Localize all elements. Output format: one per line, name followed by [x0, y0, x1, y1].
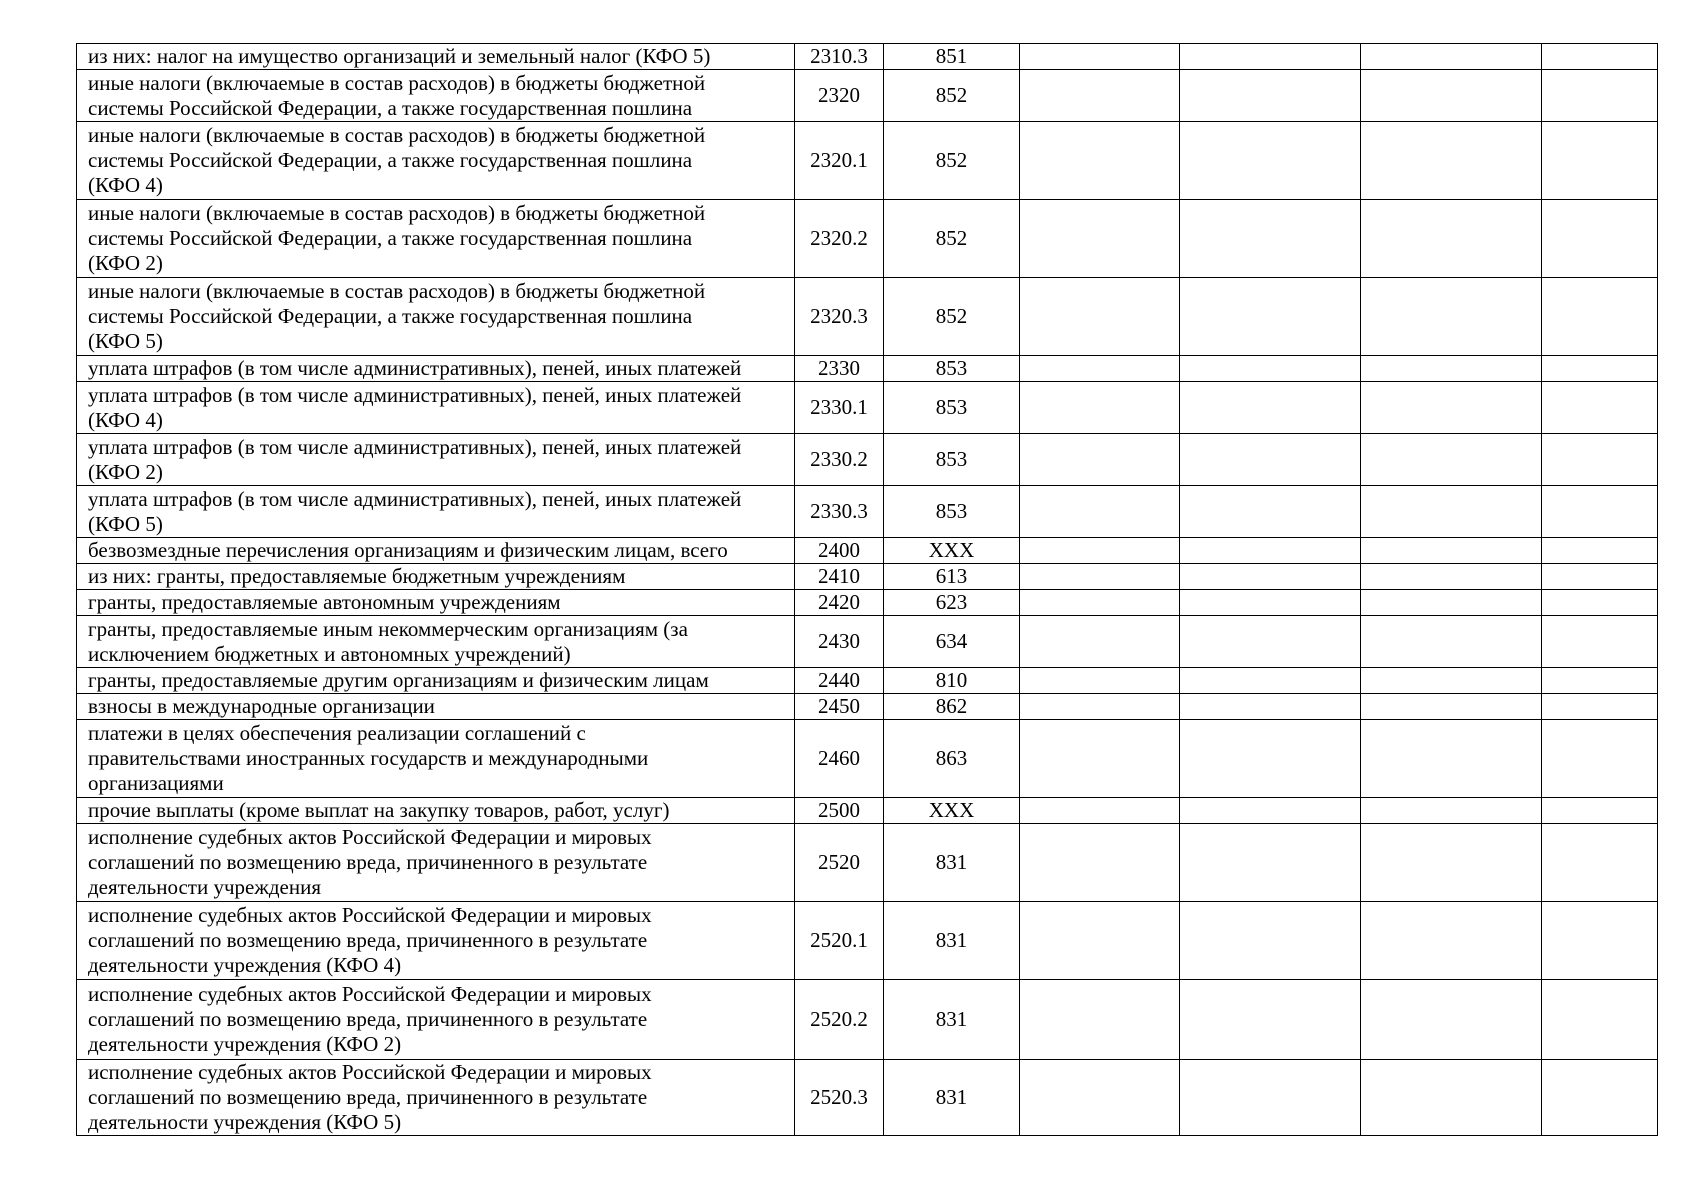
row-code: 2400 — [795, 538, 884, 564]
row-indicator-name: иные налоги (включаемые в состав расходов) в бюджеты бюджетной системы Российской Федерации, а также государственная пошлина (КФО 4) — [77, 122, 795, 200]
row-indicator-name: иные налоги (включаемые в состав расходов) в бюджеты бюджетной системы Российской Федерации, а также государственная пошлина — [77, 70, 795, 122]
table-row — [77, 564, 1658, 590]
row-amount-cell — [1180, 70, 1361, 122]
row-amount-cell — [1180, 538, 1361, 564]
row-amount-cell — [1361, 1060, 1542, 1136]
row-amount-cell — [1020, 590, 1180, 616]
row-amount-cell — [1020, 44, 1180, 70]
row-amount-cell — [1361, 278, 1542, 356]
row-amount-cell — [1542, 564, 1658, 590]
row-amount-cell — [1542, 1060, 1658, 1136]
table-row — [77, 200, 1658, 278]
row-amount-cell — [1020, 1060, 1180, 1136]
row-code: 2410 — [795, 564, 884, 590]
row-budget-classification-code: 851 — [884, 44, 1020, 70]
row-code: 2330.1 — [795, 382, 884, 434]
row-indicator-name: уплата штрафов (в том числе административных), пеней, иных платежей (КФО 2) — [77, 434, 795, 486]
row-amount-cell — [1180, 434, 1361, 486]
row-budget-classification-code: 831 — [884, 824, 1020, 902]
table-row — [77, 1060, 1658, 1136]
row-budget-classification-code: 634 — [884, 616, 1020, 668]
table-row — [77, 980, 1658, 1060]
table-row — [77, 434, 1658, 486]
table-row — [77, 278, 1658, 356]
row-budget-classification-code: XXX — [884, 538, 1020, 564]
row-amount-cell — [1020, 824, 1180, 902]
row-amount-cell — [1542, 382, 1658, 434]
row-amount-cell — [1361, 122, 1542, 200]
row-indicator-name: гранты, предоставляемые иным некоммерческим организациям (за исключением бюджетных и автономных учреждений) — [77, 616, 795, 668]
row-amount-cell — [1542, 616, 1658, 668]
row-budget-classification-code: 831 — [884, 980, 1020, 1060]
row-code: 2520.2 — [795, 980, 884, 1060]
row-budget-classification-code: 862 — [884, 694, 1020, 720]
row-amount-cell — [1361, 434, 1542, 486]
row-amount-cell — [1020, 798, 1180, 824]
row-amount-cell — [1361, 694, 1542, 720]
row-amount-cell — [1180, 980, 1361, 1060]
table-row — [77, 720, 1658, 798]
row-code: 2320.3 — [795, 278, 884, 356]
row-amount-cell — [1020, 616, 1180, 668]
row-budget-classification-code: 853 — [884, 486, 1020, 538]
row-amount-cell — [1020, 980, 1180, 1060]
row-code: 2330 — [795, 356, 884, 382]
row-amount-cell — [1361, 668, 1542, 694]
table-row — [77, 694, 1658, 720]
row-amount-cell — [1542, 668, 1658, 694]
row-code: 2310.3 — [795, 44, 884, 70]
row-amount-cell — [1020, 668, 1180, 694]
budget-payments-table — [76, 43, 1658, 1136]
row-budget-classification-code: 831 — [884, 1060, 1020, 1136]
table-row — [77, 824, 1658, 902]
row-budget-classification-code: 810 — [884, 668, 1020, 694]
row-amount-cell — [1361, 980, 1542, 1060]
row-amount-cell — [1542, 798, 1658, 824]
row-amount-cell — [1361, 538, 1542, 564]
row-indicator-name: исполнение судебных актов Российской Федерации и мировых соглашений по возмещению вреда, причиненного в результате деятельности учреждения (КФО 5) — [77, 1060, 795, 1136]
row-amount-cell — [1361, 564, 1542, 590]
row-amount-cell — [1020, 356, 1180, 382]
row-indicator-name: из них: гранты, предоставляемые бюджетным учреждениям — [77, 564, 795, 590]
row-amount-cell — [1542, 720, 1658, 798]
row-budget-classification-code: 863 — [884, 720, 1020, 798]
row-indicator-name: из них: налог на имущество организаций и земельный налог (КФО 5) — [77, 44, 795, 70]
row-indicator-name: уплата штрафов (в том числе административных), пеней, иных платежей (КФО 4) — [77, 382, 795, 434]
row-amount-cell — [1542, 200, 1658, 278]
row-amount-cell — [1180, 122, 1361, 200]
row-amount-cell — [1542, 122, 1658, 200]
row-amount-cell — [1180, 616, 1361, 668]
row-amount-cell — [1542, 356, 1658, 382]
row-budget-classification-code: 853 — [884, 434, 1020, 486]
table-row — [77, 382, 1658, 434]
row-code: 2520.1 — [795, 902, 884, 980]
table-row — [77, 44, 1658, 70]
row-amount-cell — [1542, 486, 1658, 538]
row-amount-cell — [1020, 538, 1180, 564]
row-code: 2320 — [795, 70, 884, 122]
row-amount-cell — [1180, 200, 1361, 278]
row-amount-cell — [1020, 564, 1180, 590]
row-amount-cell — [1180, 44, 1361, 70]
row-amount-cell — [1020, 694, 1180, 720]
row-amount-cell — [1180, 278, 1361, 356]
row-amount-cell — [1180, 382, 1361, 434]
row-budget-classification-code: 613 — [884, 564, 1020, 590]
row-code: 2520 — [795, 824, 884, 902]
row-indicator-name: исполнение судебных актов Российской Федерации и мировых соглашений по возмещению вреда, причиненного в результате деятельности учреждения (КФО 2) — [77, 980, 795, 1060]
row-amount-cell — [1180, 798, 1361, 824]
row-amount-cell — [1180, 720, 1361, 798]
row-amount-cell — [1361, 44, 1542, 70]
table-row — [77, 616, 1658, 668]
row-amount-cell — [1361, 382, 1542, 434]
row-amount-cell — [1020, 434, 1180, 486]
row-indicator-name: иные налоги (включаемые в состав расходов) в бюджеты бюджетной системы Российской Федерации, а также государственная пошлина (КФО 2) — [77, 200, 795, 278]
row-amount-cell — [1542, 902, 1658, 980]
row-amount-cell — [1180, 486, 1361, 538]
row-amount-cell — [1542, 590, 1658, 616]
row-amount-cell — [1020, 122, 1180, 200]
table-row — [77, 122, 1658, 200]
row-code: 2330.3 — [795, 486, 884, 538]
row-amount-cell — [1180, 590, 1361, 616]
row-budget-classification-code: 853 — [884, 356, 1020, 382]
row-amount-cell — [1180, 824, 1361, 902]
row-amount-cell — [1542, 694, 1658, 720]
row-indicator-name: гранты, предоставляемые другим организациям и физическим лицам — [77, 668, 795, 694]
row-amount-cell — [1361, 356, 1542, 382]
row-amount-cell — [1020, 720, 1180, 798]
row-indicator-name: исполнение судебных актов Российской Федерации и мировых соглашений по возмещению вреда, причиненного в результате деятельности учреждения (КФО 4) — [77, 902, 795, 980]
row-amount-cell — [1542, 70, 1658, 122]
row-budget-classification-code: 852 — [884, 278, 1020, 356]
row-indicator-name: исполнение судебных актов Российской Федерации и мировых соглашений по возмещению вреда, причиненного в результате деятельности учреждения — [77, 824, 795, 902]
row-amount-cell — [1361, 70, 1542, 122]
row-amount-cell — [1020, 902, 1180, 980]
row-amount-cell — [1542, 434, 1658, 486]
row-amount-cell — [1180, 902, 1361, 980]
row-code: 2450 — [795, 694, 884, 720]
row-indicator-name: уплата штрафов (в том числе административных), пеней, иных платежей (КФО 5) — [77, 486, 795, 538]
row-indicator-name: уплата штрафов (в том числе административных), пеней, иных платежей — [77, 356, 795, 382]
row-amount-cell — [1020, 486, 1180, 538]
row-amount-cell — [1542, 538, 1658, 564]
row-budget-classification-code: 852 — [884, 200, 1020, 278]
row-indicator-name: иные налоги (включаемые в состав расходов) в бюджеты бюджетной системы Российской Федерации, а также государственная пошлина (КФО 5) — [77, 278, 795, 356]
row-budget-classification-code: 852 — [884, 70, 1020, 122]
table-row — [77, 668, 1658, 694]
table-row — [77, 486, 1658, 538]
row-budget-classification-code: XXX — [884, 798, 1020, 824]
row-amount-cell — [1542, 980, 1658, 1060]
row-amount-cell — [1180, 564, 1361, 590]
table-row — [77, 590, 1658, 616]
row-amount-cell — [1361, 720, 1542, 798]
row-indicator-name: безвозмездные перечисления организациям и физическим лицам, всего — [77, 538, 795, 564]
table-row — [77, 798, 1658, 824]
row-amount-cell — [1180, 1060, 1361, 1136]
row-amount-cell — [1361, 824, 1542, 902]
row-code: 2420 — [795, 590, 884, 616]
row-code: 2430 — [795, 616, 884, 668]
row-code: 2460 — [795, 720, 884, 798]
row-amount-cell — [1020, 200, 1180, 278]
row-code: 2320.1 — [795, 122, 884, 200]
table-row — [77, 70, 1658, 122]
row-amount-cell — [1361, 200, 1542, 278]
row-budget-classification-code: 852 — [884, 122, 1020, 200]
row-amount-cell — [1180, 668, 1361, 694]
row-amount-cell — [1361, 590, 1542, 616]
row-budget-classification-code: 853 — [884, 382, 1020, 434]
row-amount-cell — [1361, 902, 1542, 980]
row-amount-cell — [1361, 486, 1542, 538]
row-amount-cell — [1542, 824, 1658, 902]
row-indicator-name: прочие выплаты (кроме выплат на закупку товаров, работ, услуг) — [77, 798, 795, 824]
table-row — [77, 902, 1658, 980]
row-amount-cell — [1361, 798, 1542, 824]
row-amount-cell — [1542, 278, 1658, 356]
row-code: 2330.2 — [795, 434, 884, 486]
row-budget-classification-code: 831 — [884, 902, 1020, 980]
row-amount-cell — [1020, 278, 1180, 356]
table-row — [77, 538, 1658, 564]
row-budget-classification-code: 623 — [884, 590, 1020, 616]
row-code: 2520.3 — [795, 1060, 884, 1136]
row-amount-cell — [1020, 70, 1180, 122]
row-amount-cell — [1180, 694, 1361, 720]
row-amount-cell — [1361, 616, 1542, 668]
row-amount-cell — [1542, 44, 1658, 70]
table-row — [77, 356, 1658, 382]
row-indicator-name: взносы в международные организации — [77, 694, 795, 720]
row-indicator-name: платежи в целях обеспечения реализации соглашений с правительствами иностранных государств и международными организациями — [77, 720, 795, 798]
row-code: 2440 — [795, 668, 884, 694]
row-code: 2320.2 — [795, 200, 884, 278]
row-code: 2500 — [795, 798, 884, 824]
row-amount-cell — [1180, 356, 1361, 382]
row-amount-cell — [1020, 382, 1180, 434]
row-indicator-name: гранты, предоставляемые автономным учреждениям — [77, 590, 795, 616]
table-body — [77, 44, 1658, 1136]
